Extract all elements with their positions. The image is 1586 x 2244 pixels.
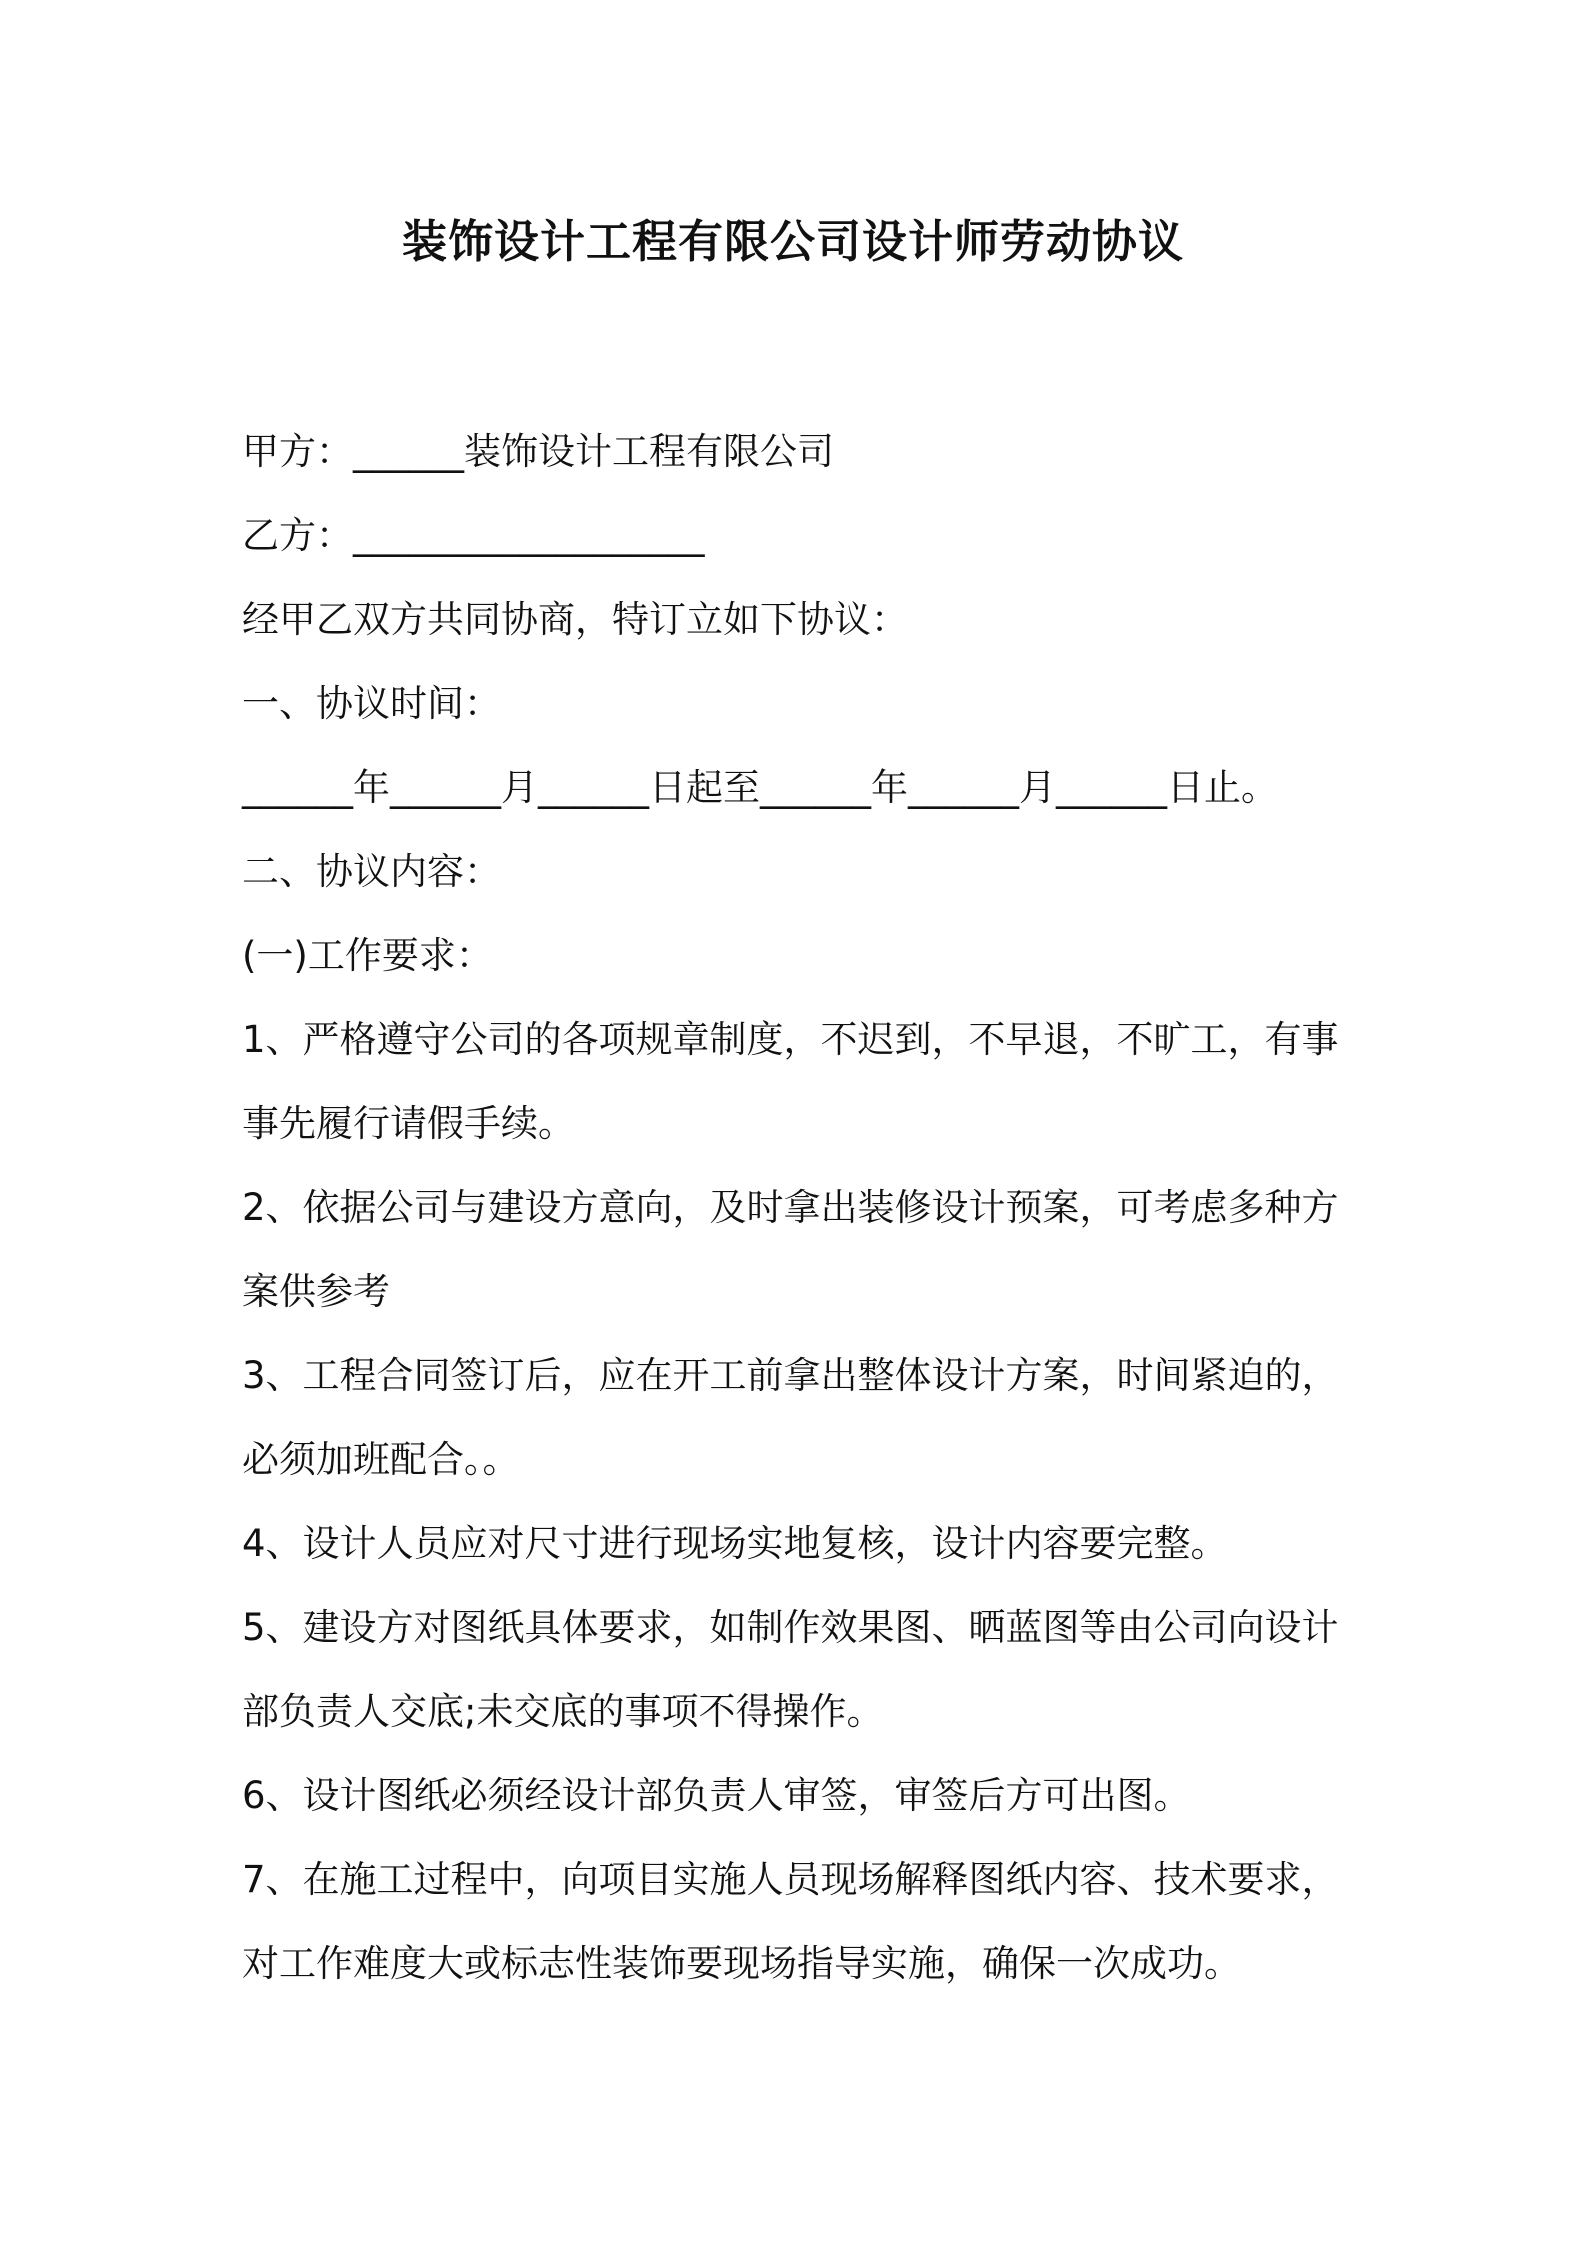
term-date-line: ______年______月______日起至______年______月______日止。 [242,766,1278,809]
clause-line: 部负责人交底;未交底的事项不得操作。 [242,1690,884,1733]
clause-line: 4、设计人员应对尺寸进行现场实地复核，设计内容要完整。 [242,1522,1228,1565]
section-heading-content: 二、协议内容： [242,850,501,893]
document-body [242,410,1367,2006]
clause-line: 5、建设方对图纸具体要求，如制作效果图、晒蓝图等由公司向设计 [242,1606,1339,1649]
clause-line: 必须加班配合。。 [242,1438,520,1481]
clause-line: 事先履行请假手续。 [242,1102,575,1145]
subsection-heading-requirements: (一)工作要求： [242,934,493,977]
clause-line: 对工作难度大或标志性装饰要现场指导实施，确保一次成功。 [242,1942,1241,1985]
clause-line: 案供参考 [242,1270,390,1313]
party-a-line: 甲方：______装饰设计工程有限公司 [242,430,834,473]
clause-line: 3、工程合同签订后，应在开工前拿出整体设计方案，时间紧迫的， [242,1354,1339,1397]
document-title: 装饰设计工程有限公司设计师劳动协议 [401,215,1184,268]
section-heading-term: 一、协议时间： [242,682,501,725]
clause-line: 1、严格遵守公司的各项规章制度，不迟到，不早退，不旷工，有事 [242,1018,1339,1061]
clause-line: 6、设计图纸必须经设计部负责人审签，审签后方可出图。 [242,1774,1191,1817]
party-b-line: 乙方：___________________ [242,514,705,557]
preamble: 经甲乙双方共同协商，特订立如下协议： [242,598,908,641]
clause-line: 2、依据公司与建设方意向，及时拿出装修设计预案，可考虑多种方 [242,1186,1339,1229]
clause-line: 7、在施工过程中，向项目实施人员现场解释图纸内容、技术要求， [242,1858,1339,1901]
